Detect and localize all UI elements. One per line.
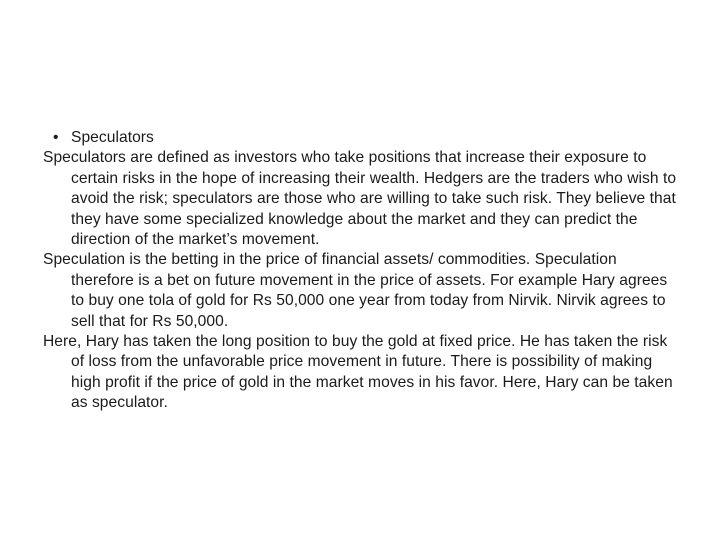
bullet-marker: • xyxy=(53,129,59,146)
paragraph-speculation: Speculation is the betting in the price of financial assets/ commodities. Speculation therefore is a bet on future movement in the price of assets. For example Hary agrees to buy one tola of gold for Rs 50,000 one year from today from Nirvik. Nirvik agrees to sell that for Rs 50,000. xyxy=(43,251,668,330)
paragraph-example: Here, Hary has taken the long position to buy the gold at fixed price. He has taken the risk of loss from the unfavorable price movement in future. There is possibility of making high profit if the price of gold in the market moves in his favor. Here, Hary can be taken as speculator. xyxy=(43,333,673,412)
paragraph-definition: Speculators are defined as investors who take positions that increase their exposure to certain risks in the hope of increasing their wealth. Hedgers are the traders who wish to avoid the risk; speculators are those who are willing to take such risk. They believe that they have some specialized knowledge about the market and they can predict the direction of the market’s movement. xyxy=(43,149,677,249)
bullet-heading xyxy=(43,128,683,148)
slide-body xyxy=(43,128,683,414)
bullet-heading-text: Speculators xyxy=(71,129,154,146)
